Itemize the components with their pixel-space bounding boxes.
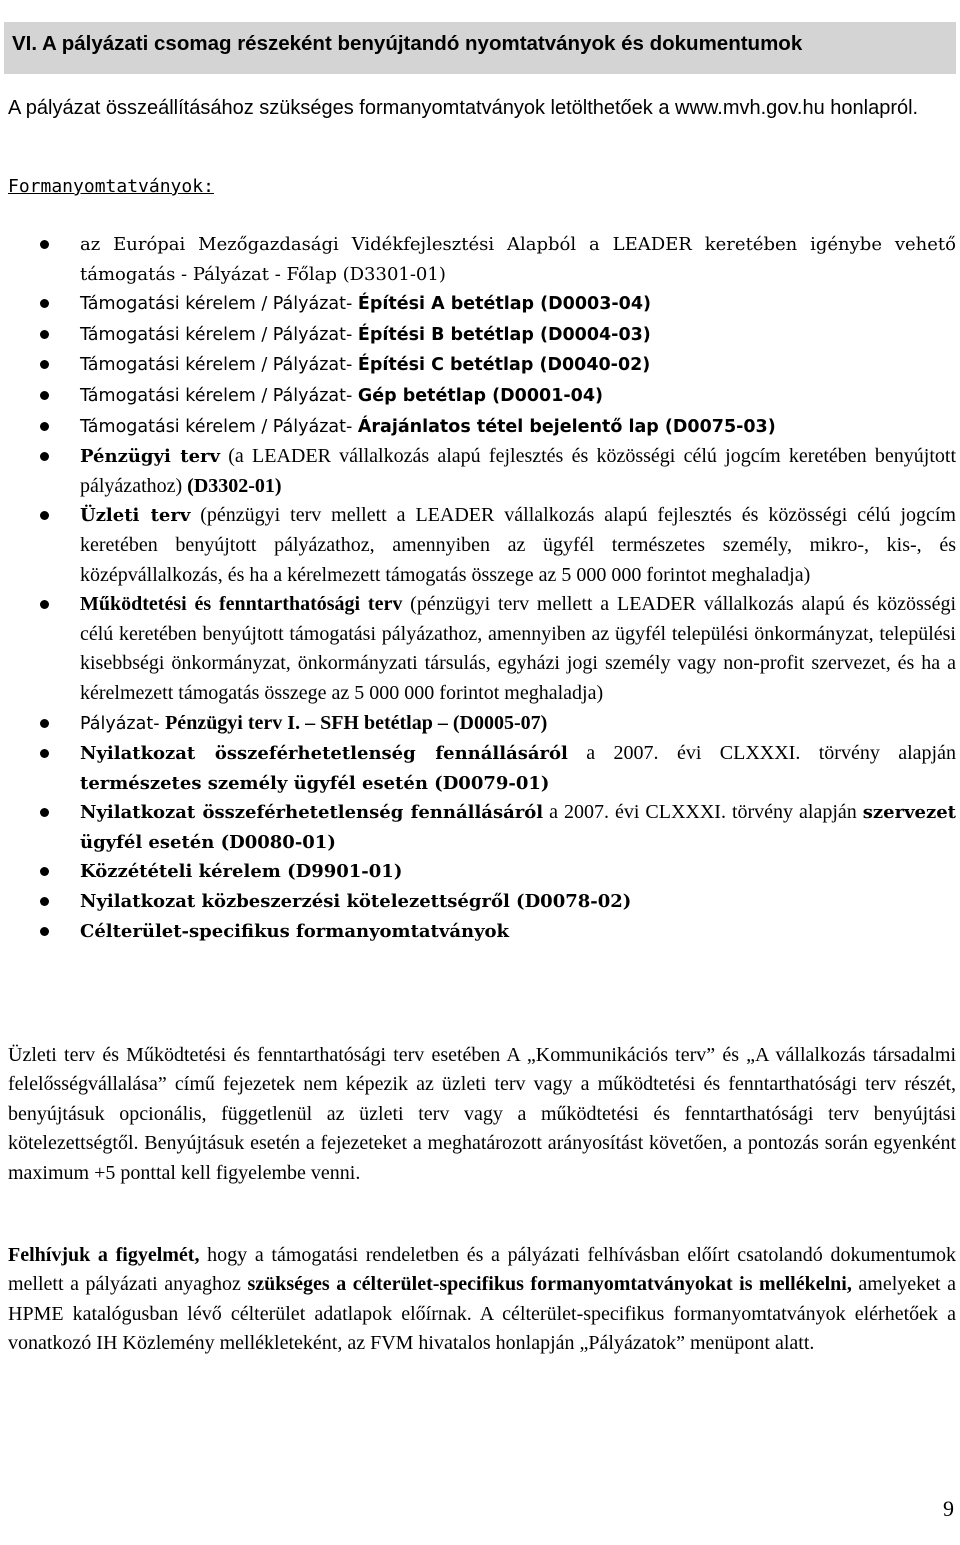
forms-heading: Formanyomtatványok: <box>8 176 214 197</box>
list-item: Nyilatkozat összeférhetetlenség fennállásáról a 2007. évi CLXXXI. törvény alapján szervezet ügyfél esetén (D0080-01) <box>0 798 956 857</box>
bullet-icon <box>40 600 49 609</box>
bullet-icon <box>40 897 49 906</box>
list-item: Nyilatkozat összeférhetetlenség fennállásáról a 2007. évi CLXXXI. törvény alapján természetes személy ügyfél esetén (D0079-01) <box>0 739 956 798</box>
paragraph-optional-chapters: Üzleti terv és Működtetési és fenntarthatósági terv esetében A „Kommunikációs terv” és „A vállalkozás társadalmi felelősségvállalása” című fejezetek nem képezik az üzleti terv vagy a működtetési és fenntarthatósági terv részét, benyújtásuk opcionális, függetlenül az üzleti terv vagy a működtetési és fenntarthatósági terv benyújtási kötelezettségtől. Benyújtásuk esetén a fejezeteket a meghatározott arányosítást követően, a pontozás során egyenként maximum +5 ponttal kell figyelembe venni. <box>8 1044 956 1184</box>
list-item: Támogatási kérelem / Pályázat- Építési A betétlap (D0003-04) <box>0 289 956 320</box>
bullet-icon <box>40 240 49 249</box>
list-item: az Európai Mezőgazdasági Vidékfejlesztési Alapból a LEADER keretében igénybe vehető támogatás - Pályázat - Főlap (D3301-01) <box>0 230 956 289</box>
bullet-icon <box>40 808 49 817</box>
bullet-icon <box>40 360 49 369</box>
paragraph-attention: Felhívjuk a figyelmét, hogy a támogatási rendeletben és a pályázati felhívásban előírt csatolandó dokumentumok mellett a pályázati anyaghoz szükséges a célterület-specifikus formanyomtatványokat is mellékelni, amelyeket a HPME katalógusban lévő célterület adatlapok előírnak. A célterület-specifikus formanyomtatványok elérhetőek a vonatkozó IH Közlemény mellékleteként, az FVM hivatalos honlapján „Pályázatok” menüpont alatt. <box>8 1244 957 1355</box>
bullet-icon <box>40 511 49 520</box>
bullet-icon <box>40 867 49 876</box>
bullet-icon <box>40 927 49 936</box>
bullet-icon <box>40 719 49 728</box>
bullet-icon <box>40 330 49 339</box>
list-item: Támogatási kérelem / Pályázat- Árajánlatos tétel bejelentő lap (D0075-03) <box>0 412 956 443</box>
list-item: Támogatási kérelem / Pályázat- Építési C betétlap (D0040-02) <box>0 350 956 381</box>
bullet-icon <box>40 299 49 308</box>
intro-text: A pályázat összeállításához szükséges formanyomtatványok letölthetőek a www.mvh.gov.hu honlapról. <box>8 97 919 119</box>
list-item: Üzleti terv (pénzügyi terv mellett a LEADER vállalkozás alapú fejlesztés és közösségi célú jogcím keretében benyújtott pályázathoz, amennyiben az ügyfél természetes személy, mikro-, kis-, és középvállalkozás, és ha a kérelmezett támogatás összege az 5 000 000 forintot meghaladja) <box>0 501 956 590</box>
list-item: Támogatási kérelem / Pályázat- Gép betétlap (D0001-04) <box>0 381 956 412</box>
list-item: Pályázat- Pénzügyi terv I. – SFH betétlap – (D0005-07) <box>0 709 956 740</box>
list-item: Célterület-specifikus formanyomtatványok <box>0 917 956 947</box>
bullet-icon <box>40 422 49 431</box>
section-title: VI. A pályázati csomag részeként benyújtandó nyomtatványok és dokumentumok <box>4 22 956 74</box>
list-item: Támogatási kérelem / Pályázat- Építési B betétlap (D0004-03) <box>0 320 956 351</box>
list-item: Nyilatkozat közbeszerzési kötelezettségről (D0078-02) <box>0 887 956 917</box>
bullet-icon <box>40 749 49 758</box>
forms-list <box>0 230 956 946</box>
bullet-icon <box>40 391 49 400</box>
list-item: Közzétételi kérelem (D9901-01) <box>0 857 956 887</box>
page-number: 9 <box>943 1496 954 1521</box>
bullet-icon <box>40 452 49 461</box>
list-item: Működtetési és fenntarthatósági terv (pénzügyi terv mellett a LEADER vállalkozás alapú és közösségi célú keretében benyújtott támogatási pályázathoz, amennyiben az ügyfél települési önkormányzat, települési kisebbségi önkormányzat, önkormányzati társulás, egyházi jogi személy vagy non-profit szervezet, és ha a kérelmezett támogatás összege az 5 000 000 forintot meghaladja) <box>0 590 956 708</box>
list-item: Pénzügyi terv (a LEADER vállalkozás alapú fejlesztés és közösségi célú jogcím keretében benyújtott pályázathoz) (D3302-01) <box>0 442 956 501</box>
